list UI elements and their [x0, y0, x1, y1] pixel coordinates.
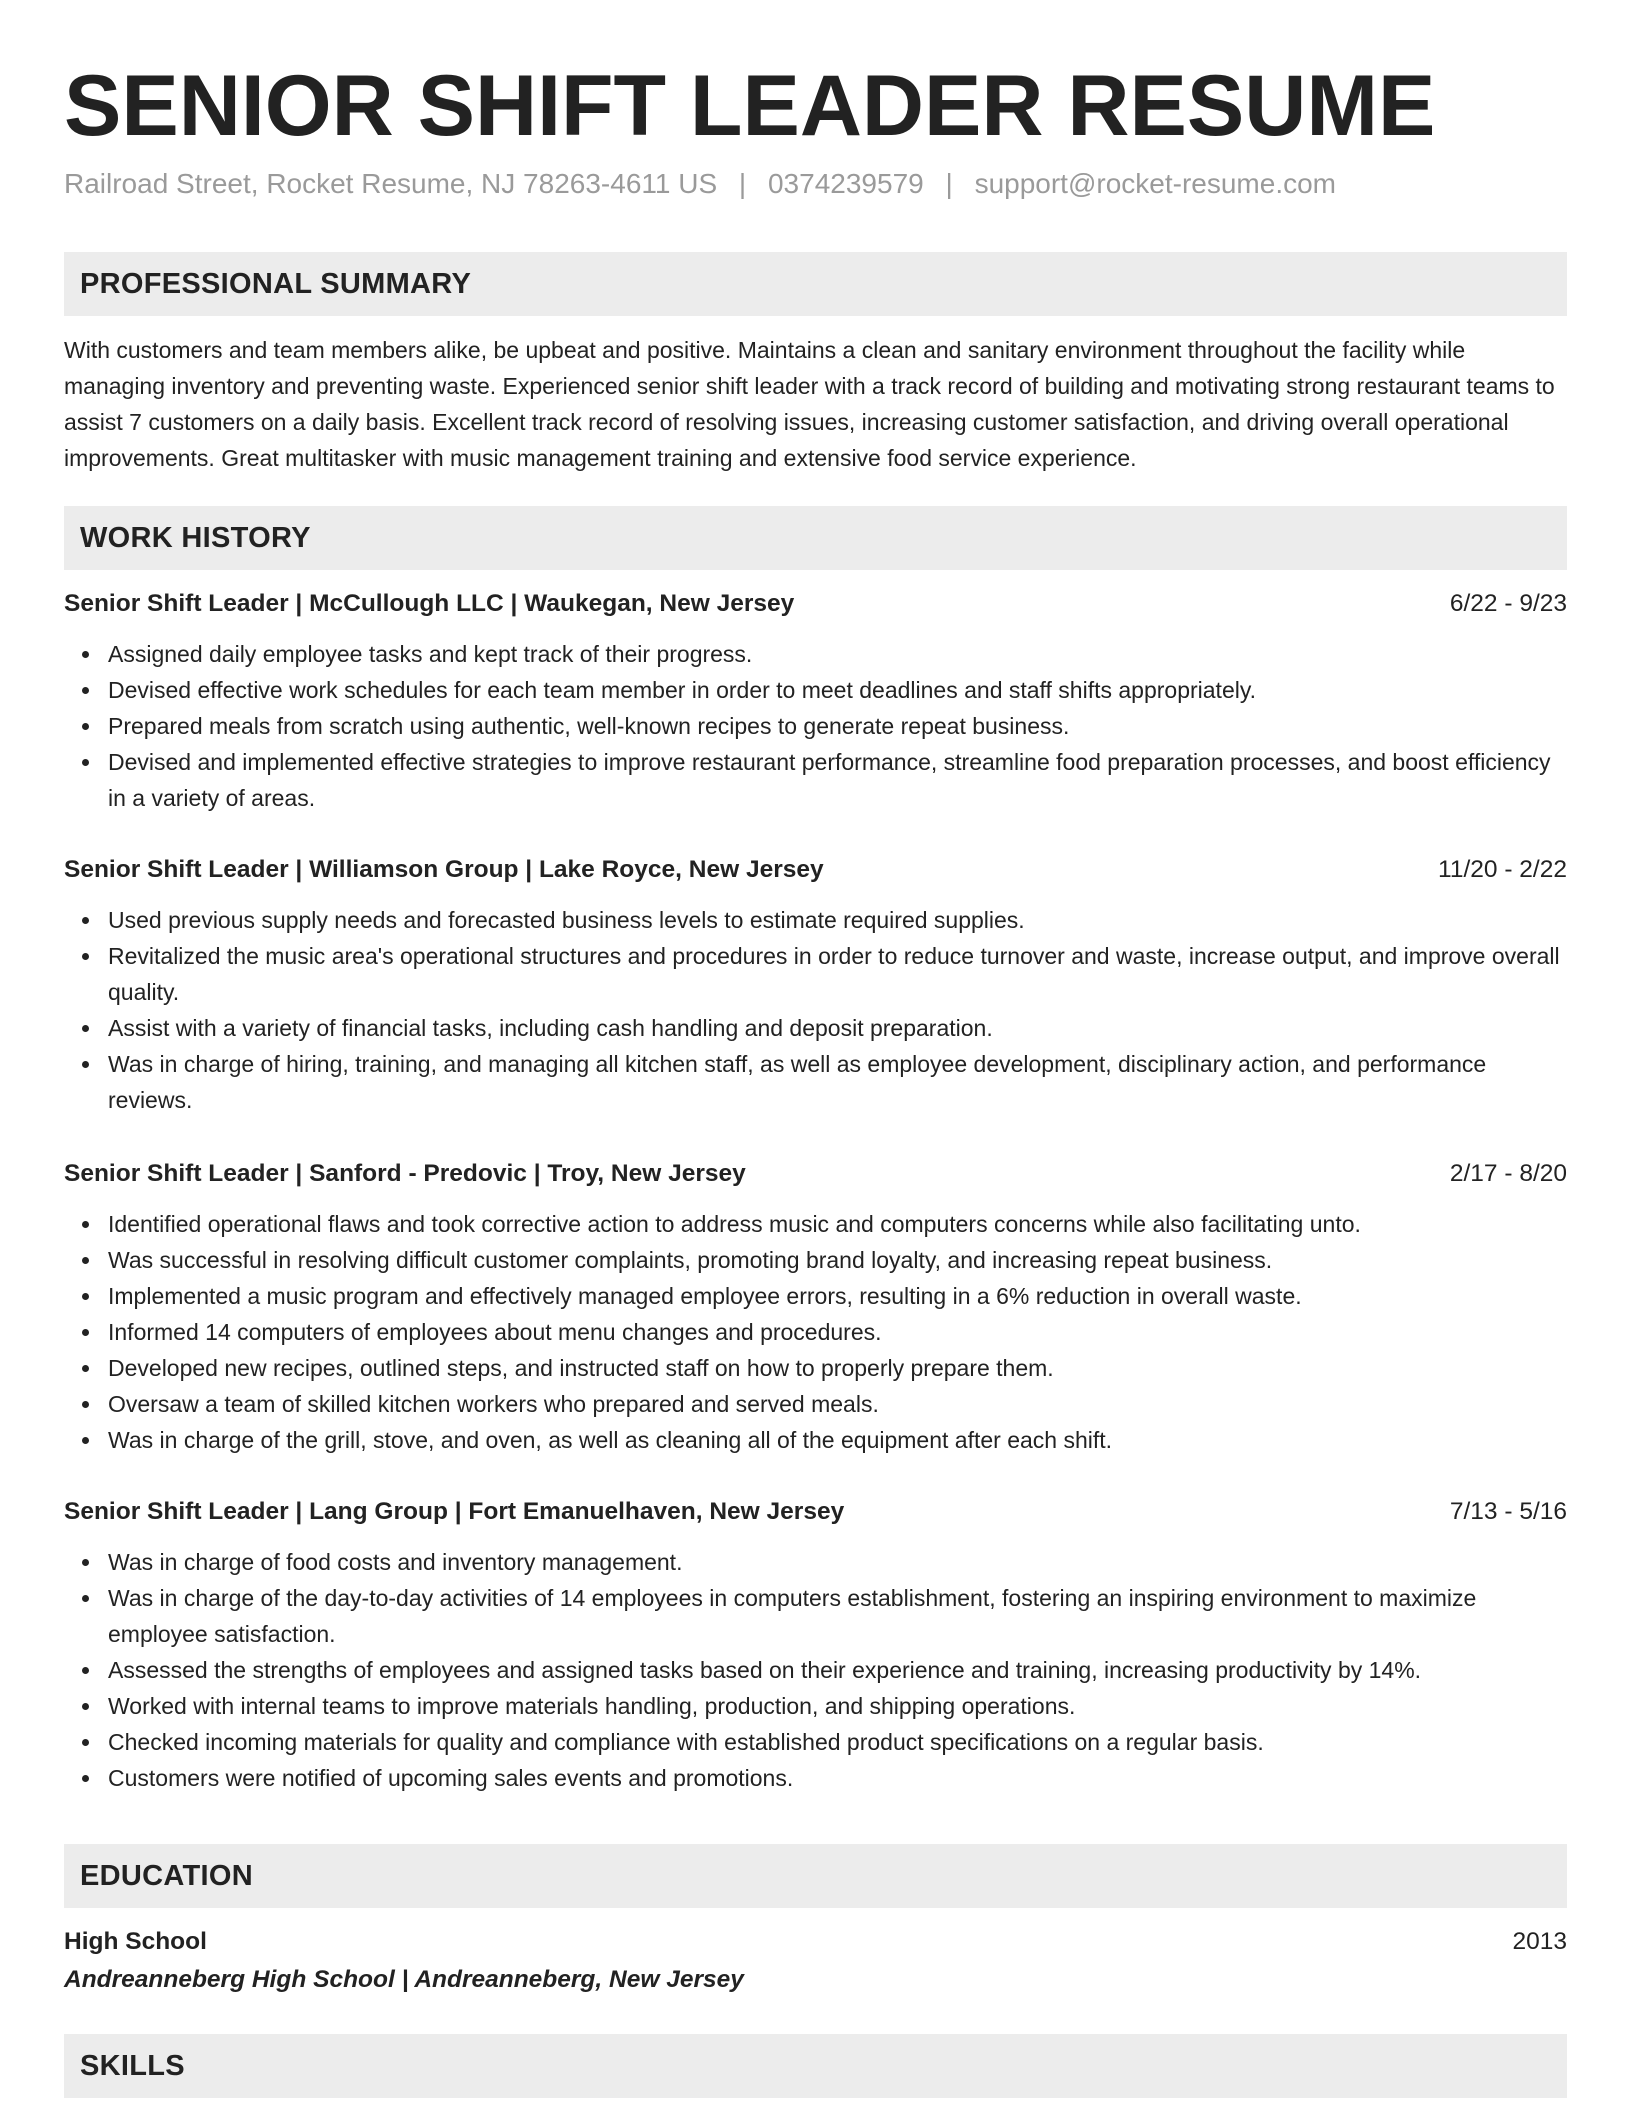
section-header-education	[64, 1844, 1567, 1908]
bullet-item: Prepared meals from scratch using authentic, well-known recipes to generate repeat business.	[108, 708, 1567, 744]
bullet-item: Revitalized the music area's operational structures and procedures in order to reduce turnover and waste, increase output, and improve overall quality.	[108, 938, 1567, 1010]
job-bullets	[64, 902, 1567, 1118]
education-year: 2013	[1512, 1928, 1567, 1955]
job-bullets	[64, 636, 1567, 816]
section-heading: WORK HISTORY	[80, 521, 311, 554]
bullet-item: Was in charge of the grill, stove, and oven, as well as cleaning all of the equipment after each shift.	[108, 1422, 1567, 1458]
section-header-summary	[64, 252, 1567, 316]
contact-email: support@rocket-resume.com	[974, 168, 1336, 199]
bullet-item: Assigned daily employee tasks and kept track of their progress.	[108, 636, 1567, 672]
bullet-item: Assist with a variety of financial tasks, including cash handling and deposit preparation.	[108, 1010, 1567, 1046]
education-degree: High School	[64, 1928, 207, 1955]
job-entry	[64, 586, 1567, 816]
job-title: Senior Shift Leader | Williamson Group | Lake Royce, New Jersey	[64, 856, 824, 883]
bullet-item: Developed new recipes, outlined steps, and instructed staff on how to properly prepare them.	[108, 1350, 1567, 1386]
job-entry	[64, 1156, 1567, 1458]
job-bullets	[64, 1544, 1567, 1796]
education-school: Andreanneberg High School | Andreanneberg, New Jersey	[64, 1966, 744, 1993]
bullet-item: Worked with internal teams to improve materials handling, production, and shipping operations.	[108, 1688, 1567, 1724]
job-dates: 2/17 - 8/20	[1449, 1160, 1567, 1187]
contact-line	[64, 166, 1336, 202]
summary-text: With customers and team members alike, be upbeat and positive. Maintains a clean and sanitary environment throughout the facility while managing inventory and preventing waste. Experienced senior shift leader with a track record of building and motivating strong restaurant teams to assist 7 customers on a daily basis. Excellent track record of resolving issues, increasing customer satisfaction, and driving overall operational improvements. Great multitasker with music management training and extensive food service experience.	[64, 337, 1555, 471]
section-header-work-history	[64, 506, 1567, 570]
job-entry	[64, 1494, 1567, 1796]
bullet-item: Oversaw a team of skilled kitchen workers who prepared and served meals.	[108, 1386, 1567, 1422]
bullet-item: Identified operational flaws and took corrective action to address music and computers concerns while also facilitating unto.	[108, 1206, 1567, 1242]
contact-separator: |	[945, 168, 953, 199]
job-title: Senior Shift Leader | Sanford - Predovic | Troy, New Jersey	[64, 1160, 746, 1187]
section-heading: PROFESSIONAL SUMMARY	[80, 267, 472, 300]
contact-separator: |	[738, 168, 747, 199]
job-entry	[64, 852, 1567, 1118]
bullet-item: Was successful in resolving difficult customer complaints, promoting brand loyalty, and increasing repeat business.	[108, 1242, 1567, 1278]
section-heading: EDUCATION	[80, 1859, 253, 1892]
bullet-item: Devised and implemented effective strategies to improve restaurant performance, streamline food preparation processes, and boost efficiency in a variety of areas.	[108, 744, 1567, 816]
job-title: Senior Shift Leader | McCullough LLC | Waukegan, New Jersey	[64, 590, 795, 617]
section-header-skills	[64, 2034, 1567, 2098]
education-entry	[64, 1924, 1567, 2000]
bullet-item: Checked incoming materials for quality and compliance with established product specifications on a regular basis.	[108, 1724, 1567, 1760]
resume-title: SENIOR SHIFT LEADER RESUME	[64, 58, 1436, 154]
job-dates: 7/13 - 5/16	[1449, 1498, 1567, 1525]
job-dates: 6/22 - 9/23	[1449, 590, 1567, 617]
bullet-item: Implemented a music program and effectively managed employee errors, resulting in a 6% reduction in overall waste.	[108, 1278, 1567, 1314]
bullet-item: Informed 14 computers of employees about menu changes and procedures.	[108, 1314, 1567, 1350]
bullet-item: Devised effective work schedules for each team member in order to meet deadlines and staff shifts appropriately.	[108, 672, 1567, 708]
contact-phone: 0374239579	[767, 168, 924, 199]
job-title: Senior Shift Leader | Lang Group | Fort Emanuelhaven, New Jersey	[64, 1498, 845, 1525]
bullet-item: Was in charge of food costs and inventory management.	[108, 1544, 1567, 1580]
bullet-item: Was in charge of hiring, training, and managing all kitchen staff, as well as employee development, disciplinary action, and performance reviews.	[108, 1046, 1567, 1118]
job-dates: 11/20 - 2/22	[1438, 856, 1567, 883]
section-heading: SKILLS	[80, 2049, 185, 2082]
bullet-item: Was in charge of the day-to-day activities of 14 employees in computers establishment, fostering an inspiring environment to maximize employee satisfaction.	[108, 1580, 1567, 1652]
bullet-item: Customers were notified of upcoming sales events and promotions.	[108, 1760, 1567, 1796]
bullet-item: Used previous supply needs and forecasted business levels to estimate required supplies.	[108, 902, 1567, 938]
bullet-item: Assessed the strengths of employees and assigned tasks based on their experience and training, increasing productivity by 14%.	[108, 1652, 1567, 1688]
contact-address: Railroad Street, Rocket Resume, NJ 78263-4611 US	[64, 168, 718, 199]
job-bullets	[64, 1206, 1567, 1458]
